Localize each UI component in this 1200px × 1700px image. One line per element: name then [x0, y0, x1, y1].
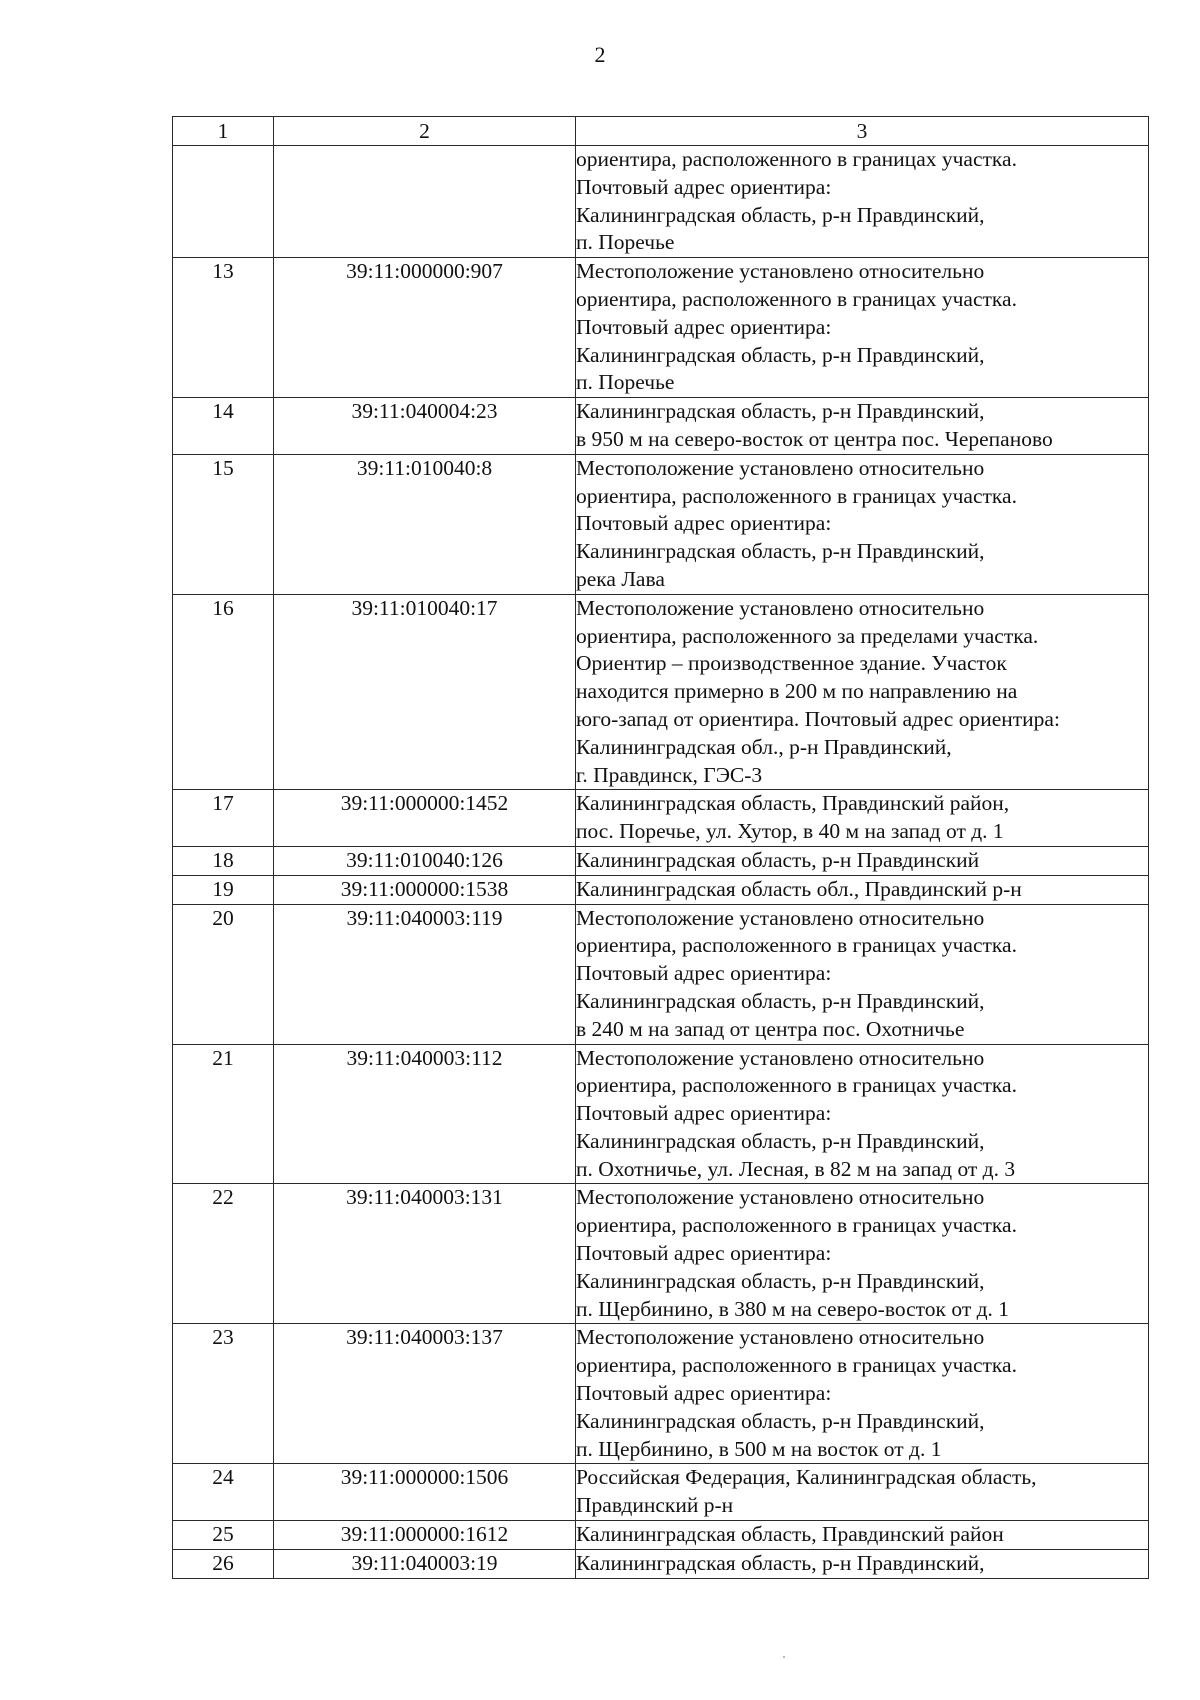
table-row	[173, 846, 1149, 875]
location-cell	[576, 1549, 1149, 1578]
location-text-line: Калининградская область, р-н Правдинский,	[576, 1128, 985, 1153]
location-cell	[576, 594, 1149, 790]
location-text-line: Почтовый адрес ориентира:	[576, 174, 832, 199]
location-cell	[576, 146, 1149, 258]
page-number: 2	[594, 42, 606, 67]
location-cell	[576, 875, 1149, 904]
location-text-line: Калининградская область, Правдинский район,	[576, 791, 1010, 816]
row-number-cell: 25	[173, 1521, 274, 1550]
location-text-line: Местоположение установлено относительно	[576, 259, 985, 284]
location-text-line: Почтовый адрес ориентира:	[576, 961, 832, 986]
cadastral-number-cell: 39:11:040003:112	[274, 1044, 576, 1184]
table-row	[173, 454, 1149, 594]
location-text-line: Калининградская область, р-н Правдинский,	[576, 202, 985, 227]
row-number-cell: 23	[173, 1324, 274, 1464]
row-number-cell: 24	[173, 1464, 274, 1521]
location-text-line: ориентира, расположенного в границах участка.	[576, 1213, 1017, 1238]
location-cell	[576, 1464, 1149, 1521]
location-text-line: Калининградская область, р-н Правдинский,	[576, 342, 985, 367]
location-text-line: п. Поречье	[576, 230, 675, 255]
location-cell	[576, 1324, 1149, 1464]
location-text-line: Калининградская область, р-н Правдинский,	[576, 988, 985, 1013]
cadastral-number-cell: 39:11:000000:1612	[274, 1521, 576, 1550]
cadastral-number-cell	[274, 146, 576, 258]
location-text-line: юго-запад от ориентира. Почтовый адрес ориентира:	[576, 706, 1060, 731]
location-cell	[576, 398, 1149, 455]
location-text-line: Российская Федерация, Калининградская область,	[576, 1465, 1037, 1490]
cadastral-number-cell: 39:11:040003:19	[274, 1549, 576, 1578]
location-text-line: Калининградская область, р-н Правдинский,	[576, 1268, 985, 1293]
column-header-cadastral-number: 2	[274, 117, 576, 146]
location-text-line: Калининградская область, р-н Правдинский,	[576, 539, 985, 564]
location-text-line: ориентира, расположенного в границах участка.	[576, 286, 1017, 311]
column-header-number: 1	[173, 117, 274, 146]
location-text-line: Калининградская область, р-н Правдинский,	[576, 1550, 985, 1575]
location-cell	[576, 258, 1149, 398]
row-number-cell: 13	[173, 258, 274, 398]
location-text-line: Калининградская обл., р-н Правдинский,	[576, 734, 952, 759]
row-number-cell: 15	[173, 454, 274, 594]
cadastral-number-cell: 39:11:000000:1506	[274, 1464, 576, 1521]
location-text-line: Почтовый адрес ориентира:	[576, 314, 832, 339]
cadastral-number-cell: 39:11:010040:126	[274, 846, 576, 875]
location-text-line: пос. Поречье, ул. Хутор, в 40 м на запад от д. 1	[576, 819, 1004, 844]
location-text-line: Калининградская область, р-н Правдинский	[576, 847, 980, 872]
column-header-location: 3	[576, 117, 1149, 146]
location-text-line: п. Охотничье, ул. Лесная, в 82 м на запад от д. 3	[576, 1156, 1016, 1181]
location-text-line: ориентира, расположенного в границах участка.	[576, 483, 1017, 508]
location-text-line: в 950 м на северо-восток от центра пос. Черепаново	[576, 426, 1053, 451]
location-cell	[576, 1521, 1149, 1550]
location-text-line: Местоположение установлено относительно	[576, 905, 985, 930]
location-text-line: Местоположение установлено относительно	[576, 455, 985, 480]
location-cell	[576, 846, 1149, 875]
location-cell	[576, 454, 1149, 594]
row-number-cell: 18	[173, 846, 274, 875]
location-text-line: п. Щербинино, в 500 м на восток от д. 1	[576, 1436, 942, 1461]
table-body	[173, 146, 1149, 1579]
location-text-line: ориентира, расположенного за пределами участка.	[576, 623, 1039, 648]
location-text-line: река Лава	[576, 566, 665, 591]
scan-speck	[783, 1656, 785, 1658]
cadastral-number-cell: 39:11:010040:8	[274, 454, 576, 594]
location-cell	[576, 790, 1149, 847]
row-number-cell: 19	[173, 875, 274, 904]
row-number-cell: 26	[173, 1549, 274, 1578]
location-text-line: в 240 м на запад от центра пос. Охотничье	[576, 1016, 965, 1041]
table-row	[173, 594, 1149, 790]
location-text-line: Калининградская область обл., Правдинский р-н	[576, 876, 1022, 901]
location-text-line: Почтовый адрес ориентира:	[576, 1381, 832, 1406]
table-header	[173, 117, 1149, 146]
location-text-line: Почтовый адрес ориентира:	[576, 1241, 832, 1266]
location-text-line: Калининградская область, р-н Правдинский,	[576, 1408, 985, 1433]
location-text-line: Местоположение установлено относительно	[576, 1045, 985, 1070]
table-row	[173, 1324, 1149, 1464]
table-row	[173, 258, 1149, 398]
location-text-line: ориентира, расположенного в границах участка.	[576, 1073, 1017, 1098]
table-row	[173, 904, 1149, 1044]
row-number-cell: 21	[173, 1044, 274, 1184]
cadastral-number-cell: 39:11:000000:1538	[274, 875, 576, 904]
cadastral-number-cell: 39:11:000000:1452	[274, 790, 576, 847]
location-cell	[576, 1184, 1149, 1324]
cadastral-number-cell: 39:11:040003:137	[274, 1324, 576, 1464]
cadastral-number-cell: 39:11:010040:17	[274, 594, 576, 790]
location-text-line: п. Поречье	[576, 370, 675, 395]
row-number-cell: 16	[173, 594, 274, 790]
row-number-cell: 22	[173, 1184, 274, 1324]
location-text-line: ориентира, расположенного в границах участка.	[576, 147, 1017, 171]
table-row	[173, 146, 1149, 258]
location-cell	[576, 904, 1149, 1044]
location-text-line: п. Щербинино, в 380 м на северо-восток от д. 1	[576, 1296, 1010, 1321]
location-text-line: находится примерно в 200 м по направлению на	[576, 679, 1018, 704]
location-text-line: Ориентир – производственное здание. Участок	[576, 651, 1007, 676]
cadastral-number-cell: 39:11:000000:907	[274, 258, 576, 398]
location-text-line: Местоположение установлено относительно	[576, 1325, 985, 1350]
location-text-line: Правдинский р-н	[576, 1493, 734, 1518]
row-number-cell: 20	[173, 904, 274, 1044]
location-text-line: Калининградская область, Правдинский район	[576, 1522, 1004, 1547]
location-text-line: Почтовый адрес ориентира:	[576, 511, 832, 536]
cadastral-number-cell: 39:11:040004:23	[274, 398, 576, 455]
land-plots-table	[172, 116, 1149, 1579]
row-number-cell: 17	[173, 790, 274, 847]
location-text-line: г. Правдинск, ГЭС-3	[576, 762, 763, 787]
table-row	[173, 1549, 1149, 1578]
row-number-cell: 14	[173, 398, 274, 455]
row-number-cell	[173, 146, 274, 258]
location-text-line: Местоположение установлено относительно	[576, 595, 985, 620]
table-row	[173, 1044, 1149, 1184]
table-row	[173, 790, 1149, 847]
location-cell	[576, 1044, 1149, 1184]
location-text-line: ориентира, расположенного в границах участка.	[576, 1353, 1017, 1378]
location-text-line: ориентира, расположенного в границах участка.	[576, 933, 1017, 958]
table-row	[173, 1521, 1149, 1550]
table-row	[173, 1184, 1149, 1324]
table-row	[173, 1464, 1149, 1521]
table-row	[173, 398, 1149, 455]
location-text-line: Местоположение установлено относительно	[576, 1185, 985, 1210]
table-row	[173, 875, 1149, 904]
cadastral-number-cell: 39:11:040003:119	[274, 904, 576, 1044]
header-row	[173, 117, 1149, 146]
location-text-line: Почтовый адрес ориентира:	[576, 1101, 832, 1126]
cadastral-number-cell: 39:11:040003:131	[274, 1184, 576, 1324]
location-text-line: Калининградская область, р-н Правдинский,	[576, 399, 985, 424]
